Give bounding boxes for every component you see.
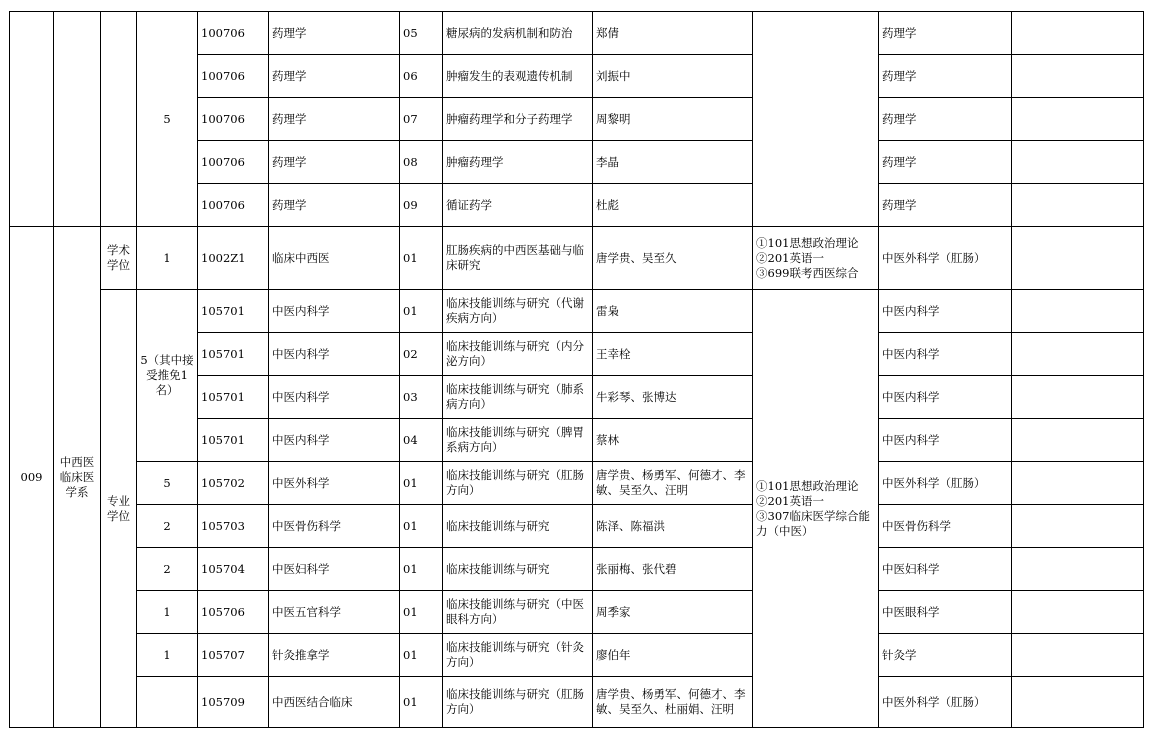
tutor-cell: 李晶 (593, 141, 753, 184)
direction-cell: 肿瘤药理学 (443, 141, 593, 184)
quota-cell (137, 677, 198, 728)
tutor-cell: 郑倩 (593, 12, 753, 55)
major-name-cell: 中医五官科学 (269, 591, 400, 634)
major-code-cell: 100706 (198, 12, 269, 55)
direction-no-cell: 07 (400, 98, 443, 141)
tutor-cell: 王幸栓 (593, 333, 753, 376)
notes-cell (1012, 141, 1144, 184)
major-name-cell: 中医内科学 (269, 419, 400, 462)
notes-cell (1012, 227, 1144, 290)
direction-no-cell: 06 (400, 55, 443, 98)
notes-cell (1012, 677, 1144, 728)
direction-cell: 临床技能训练与研究（肛肠方向） (443, 462, 593, 505)
admissions-table (9, 11, 1144, 728)
retest-cell: 中医内科学 (879, 333, 1012, 376)
major-code-cell: 100706 (198, 184, 269, 227)
dept-name-cell: 中西医临床医学系 (54, 227, 101, 728)
direction-cell: 临床技能训练与研究（针灸方向） (443, 634, 593, 677)
major-code-cell: 100706 (198, 55, 269, 98)
quota-cell: 1 (137, 634, 198, 677)
direction-no-cell: 04 (400, 419, 443, 462)
table-row (10, 677, 1144, 728)
major-code-cell: 105706 (198, 591, 269, 634)
notes-cell (1012, 55, 1144, 98)
degree-type-cell: 专业学位 (101, 290, 137, 728)
direction-cell: 临床技能训练与研究（中医眼科方向） (443, 591, 593, 634)
retest-cell: 中医外科学（肛肠） (879, 677, 1012, 728)
major-code-cell: 1002Z1 (198, 227, 269, 290)
retest-cell: 针灸学 (879, 634, 1012, 677)
major-code-cell: 105701 (198, 376, 269, 419)
exam-subjects-cell: ①101思想政治理论 ②201英语一 ③307临床医学综合能力（中医） (753, 290, 879, 728)
major-code-cell: 105702 (198, 462, 269, 505)
quota-cell: 1 (137, 591, 198, 634)
tutor-cell: 唐学贵、杨勇军、何德才、李敏、吴至久、汪明 (593, 462, 753, 505)
retest-cell: 中医内科学 (879, 419, 1012, 462)
major-code-cell: 105709 (198, 677, 269, 728)
retest-cell: 药理学 (879, 184, 1012, 227)
direction-cell: 临床技能训练与研究 (443, 505, 593, 548)
exam-subjects-cell (753, 12, 879, 227)
table-row (10, 290, 1144, 333)
tutor-cell: 雷枭 (593, 290, 753, 333)
direction-no-cell: 09 (400, 184, 443, 227)
quota-cell: 5（其中接受推免1名） (137, 290, 198, 462)
major-code-cell: 105701 (198, 333, 269, 376)
major-name-cell: 中西医结合临床 (269, 677, 400, 728)
dept-no-cell: 009 (10, 227, 54, 728)
notes-cell (1012, 419, 1144, 462)
quota-cell: 5 (137, 12, 198, 227)
direction-no-cell: 01 (400, 290, 443, 333)
tutor-cell: 周黎明 (593, 98, 753, 141)
table-row (10, 12, 1144, 55)
table-row (10, 227, 1144, 290)
table-row (10, 591, 1144, 634)
major-code-cell: 105701 (198, 290, 269, 333)
major-code-cell: 105707 (198, 634, 269, 677)
direction-cell: 肿瘤药理学和分子药理学 (443, 98, 593, 141)
notes-cell (1012, 634, 1144, 677)
tutor-cell: 张丽梅、张代碧 (593, 548, 753, 591)
notes-cell (1012, 591, 1144, 634)
notes-cell (1012, 333, 1144, 376)
quota-cell: 1 (137, 227, 198, 290)
major-code-cell: 105704 (198, 548, 269, 591)
major-code-cell: 105703 (198, 505, 269, 548)
notes-cell (1012, 548, 1144, 591)
table-row (10, 634, 1144, 677)
exam-subjects-cell: ①101思想政治理论 ②201英语一 ③699联考西医综合 (753, 227, 879, 290)
retest-cell: 药理学 (879, 141, 1012, 184)
direction-no-cell: 01 (400, 548, 443, 591)
notes-cell (1012, 376, 1144, 419)
direction-cell: 临床技能训练与研究 (443, 548, 593, 591)
retest-cell: 药理学 (879, 98, 1012, 141)
degree-type-cell (101, 12, 137, 227)
dept-no-cell (10, 12, 54, 227)
tutor-cell: 廖伯年 (593, 634, 753, 677)
tutor-cell: 蔡林 (593, 419, 753, 462)
major-code-cell: 100706 (198, 98, 269, 141)
major-name-cell: 临床中西医 (269, 227, 400, 290)
major-name-cell: 药理学 (269, 55, 400, 98)
notes-cell (1012, 98, 1144, 141)
quota-cell: 2 (137, 505, 198, 548)
direction-cell: 临床技能训练与研究（肺系病方向） (443, 376, 593, 419)
direction-no-cell: 08 (400, 141, 443, 184)
tutor-cell: 周季家 (593, 591, 753, 634)
tutor-cell: 杜彪 (593, 184, 753, 227)
table-row (10, 505, 1144, 548)
direction-cell: 循证药学 (443, 184, 593, 227)
dept-name-cell (54, 12, 101, 227)
notes-cell (1012, 184, 1144, 227)
direction-cell: 临床技能训练与研究（脾胃系病方向） (443, 419, 593, 462)
retest-cell: 中医外科学（肛肠） (879, 227, 1012, 290)
direction-cell: 临床技能训练与研究（肛肠方向） (443, 677, 593, 728)
tutor-cell: 陈泽、陈福洪 (593, 505, 753, 548)
direction-cell: 肿瘤发生的表观遗传机制 (443, 55, 593, 98)
major-name-cell: 中医内科学 (269, 290, 400, 333)
tutor-cell: 唐学贵、杨勇军、何德才、李敏、吴至久、杜丽娟、汪明 (593, 677, 753, 728)
direction-cell: 临床技能训练与研究（内分泌方向） (443, 333, 593, 376)
direction-no-cell: 01 (400, 505, 443, 548)
notes-cell (1012, 505, 1144, 548)
tutor-cell: 牛彩琴、张博达 (593, 376, 753, 419)
direction-no-cell: 01 (400, 677, 443, 728)
table-row (10, 462, 1144, 505)
retest-cell: 中医内科学 (879, 376, 1012, 419)
quota-cell: 5 (137, 462, 198, 505)
direction-cell: 糖尿病的发病机制和防治 (443, 12, 593, 55)
retest-cell: 药理学 (879, 55, 1012, 98)
direction-cell: 肛肠疾病的中西医基础与临床研究 (443, 227, 593, 290)
notes-cell (1012, 462, 1144, 505)
major-name-cell: 中医外科学 (269, 462, 400, 505)
notes-cell (1012, 290, 1144, 333)
direction-no-cell: 03 (400, 376, 443, 419)
major-name-cell: 中医内科学 (269, 333, 400, 376)
major-name-cell: 药理学 (269, 184, 400, 227)
direction-no-cell: 01 (400, 227, 443, 290)
retest-cell: 中医眼科学 (879, 591, 1012, 634)
direction-no-cell: 05 (400, 12, 443, 55)
quota-cell: 2 (137, 548, 198, 591)
major-name-cell: 药理学 (269, 98, 400, 141)
tutor-cell: 刘振中 (593, 55, 753, 98)
notes-cell (1012, 12, 1144, 55)
retest-cell: 中医骨伤科学 (879, 505, 1012, 548)
major-name-cell: 中医妇科学 (269, 548, 400, 591)
major-name-cell: 针灸推拿学 (269, 634, 400, 677)
major-name-cell: 中医骨伤科学 (269, 505, 400, 548)
major-code-cell: 100706 (198, 141, 269, 184)
retest-cell: 药理学 (879, 12, 1012, 55)
retest-cell: 中医外科学（肛肠） (879, 462, 1012, 505)
major-name-cell: 中医内科学 (269, 376, 400, 419)
major-name-cell: 药理学 (269, 12, 400, 55)
direction-no-cell: 02 (400, 333, 443, 376)
major-code-cell: 105701 (198, 419, 269, 462)
retest-cell: 中医妇科学 (879, 548, 1012, 591)
retest-cell: 中医内科学 (879, 290, 1012, 333)
table-row (10, 548, 1144, 591)
major-name-cell: 药理学 (269, 141, 400, 184)
direction-no-cell: 01 (400, 634, 443, 677)
direction-cell: 临床技能训练与研究（代谢疾病方向） (443, 290, 593, 333)
tutor-cell: 唐学贵、吴至久 (593, 227, 753, 290)
degree-type-cell: 学术学位 (101, 227, 137, 290)
direction-no-cell: 01 (400, 462, 443, 505)
direction-no-cell: 01 (400, 591, 443, 634)
